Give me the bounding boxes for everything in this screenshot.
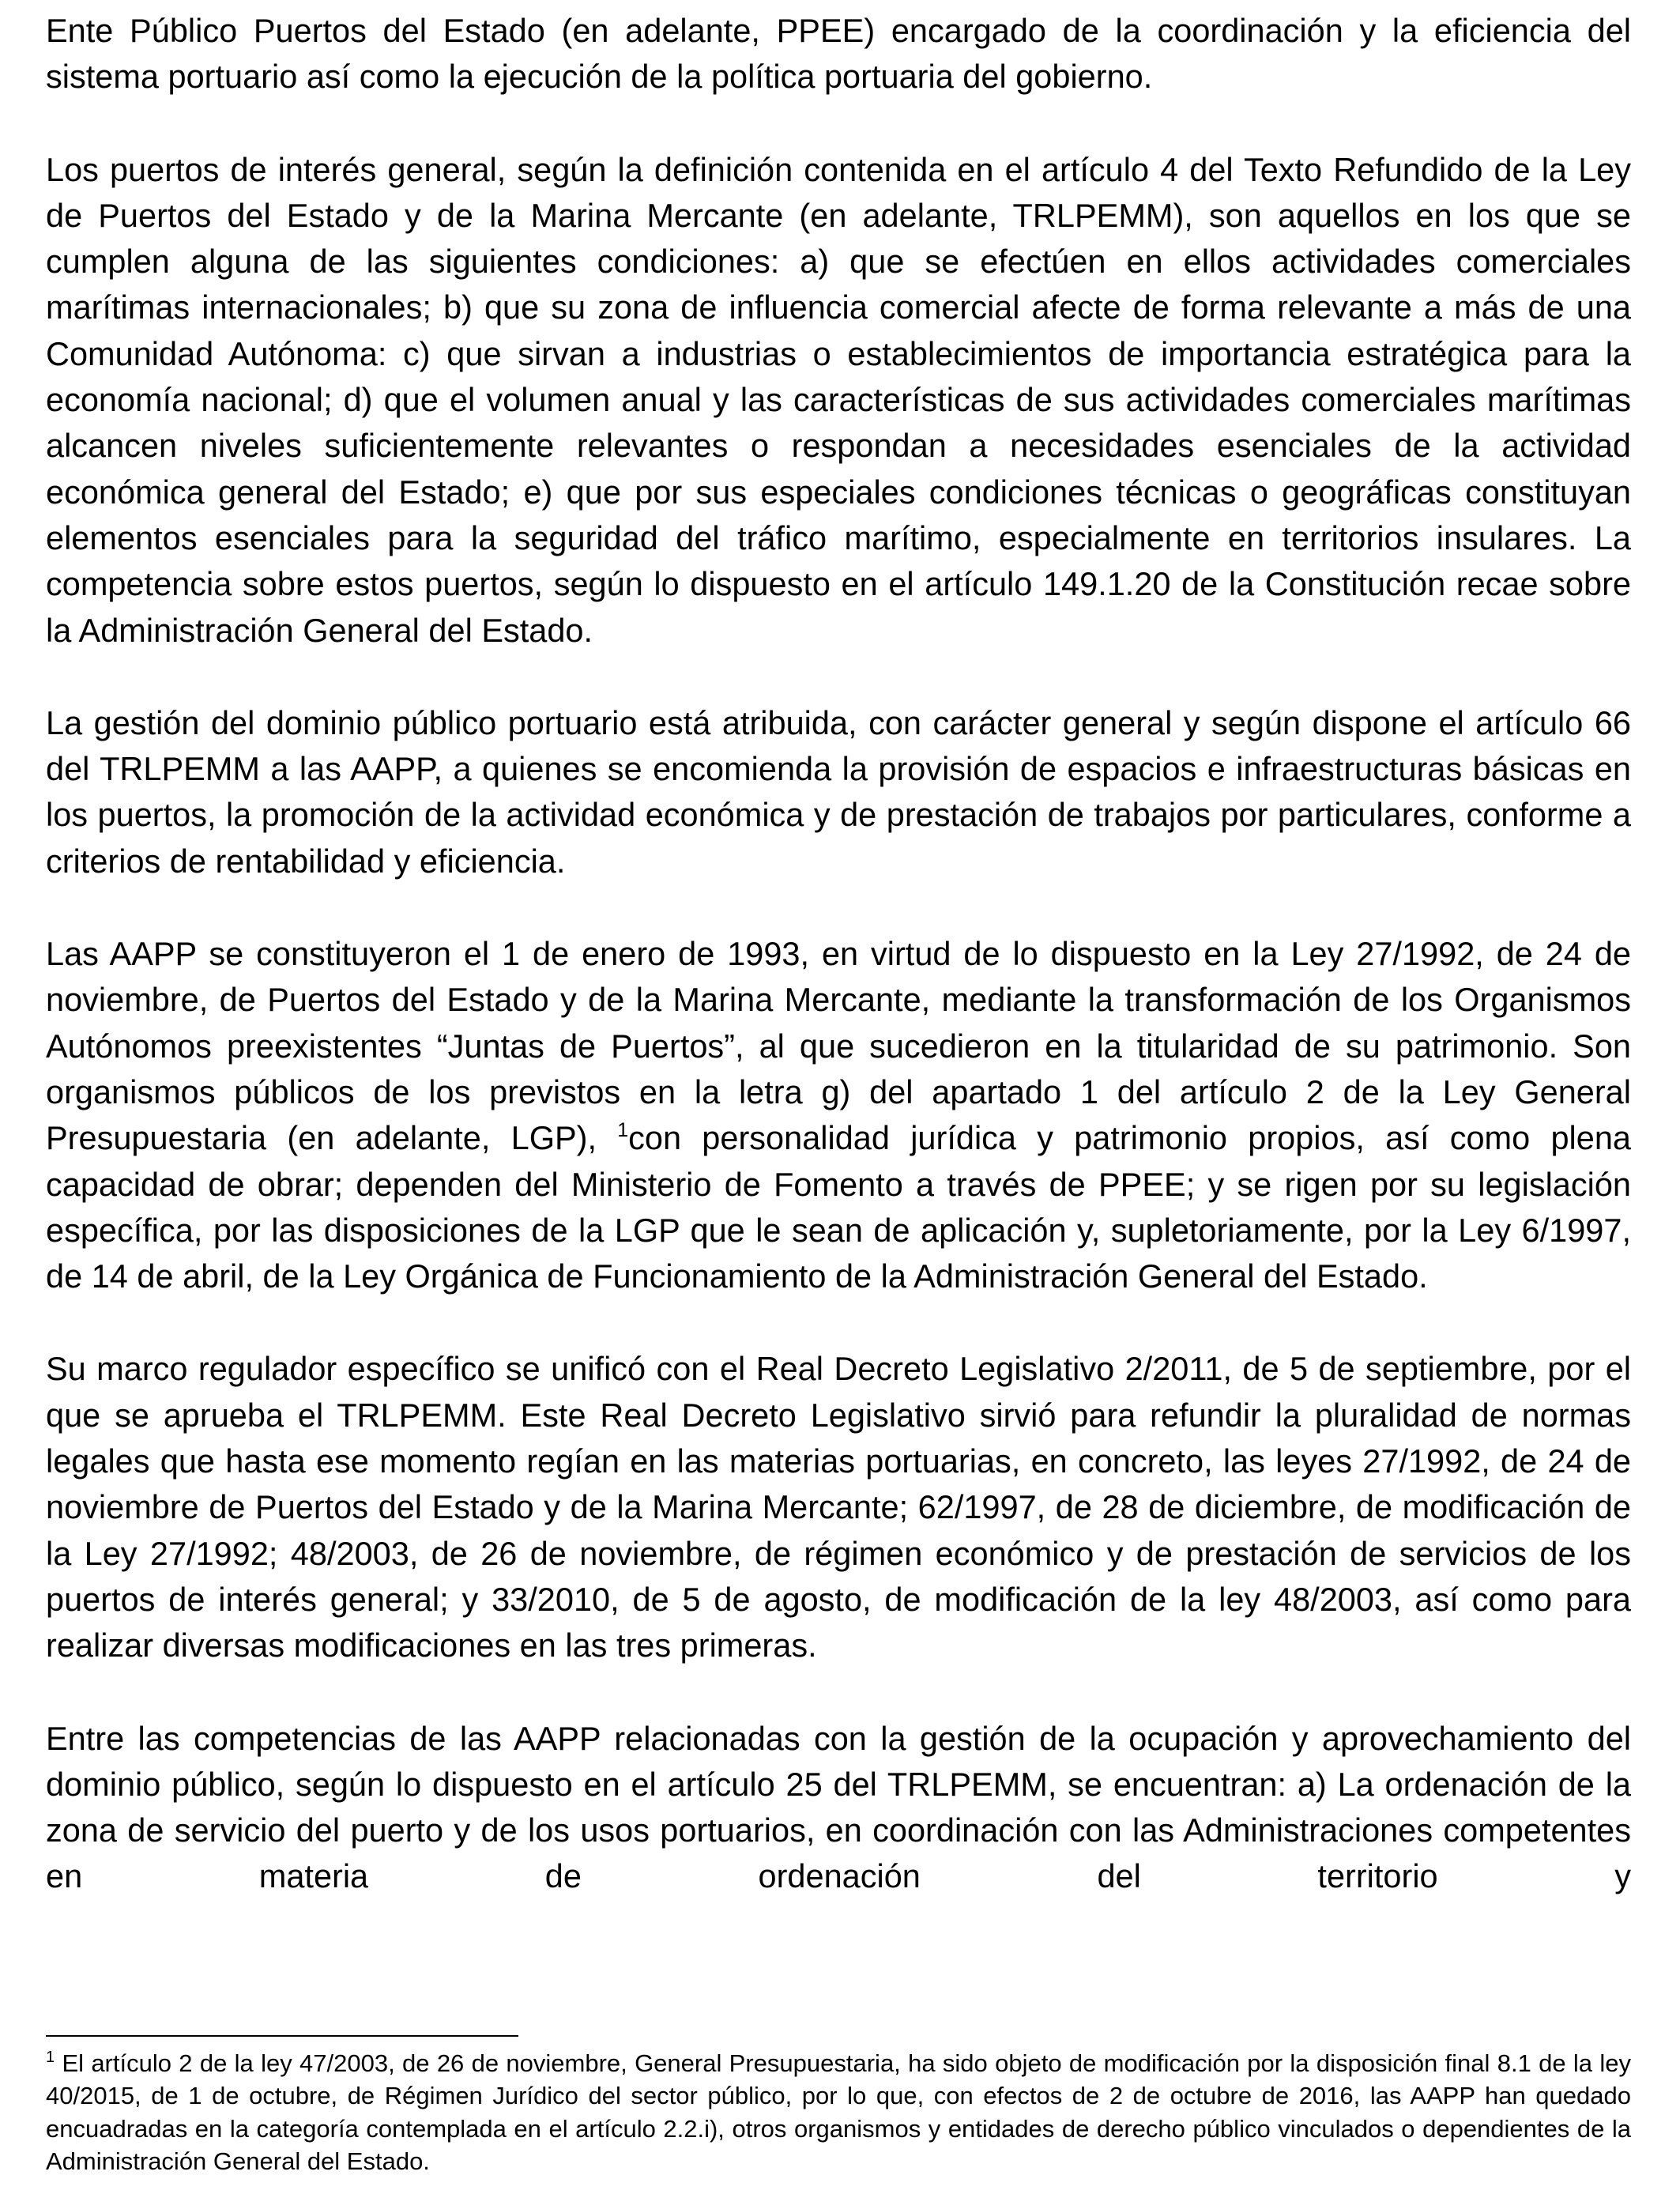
paragraph-marco-regulador: Su marco regulador específico se unificó con el Real Decreto Legislativo 2/2011, de 5 de septiembre, por el que se aprueba el TRLPEMM. Este Real Decreto Legislativo sirvió para refundir la pluralidad de normas legales que hasta ese momento regían en las materias portuarias, en concreto, las leyes 27/1992, de 24 de noviembre de Puertos del Estado y de la Marina Mercante; 62/1997, de 28 de diciembre, de modificación de la Ley 27/1992; 48/2003, de 26 de noviembre, de régimen económico y de prestación de servicios de los puertos de interés general; y 33/2010, de 5 de agosto, de modificación de la ley 48/2003, así como para realizar diversas modificaciones en las tres primeras. — [46, 1350, 1631, 1664]
paragraph-ppee: Ente Público Puertos del Estado (en adelante, PPEE) encargado de la coordinación y la eficiencia del sistema portuario así como la ejecución de la política portuaria del gobierno. — [46, 12, 1631, 96]
paragraph-text-before-ref: Las AAPP se constituyeron el 1 de enero de 1993, en virtud de lo dispuesto en la Ley 27/1992, de 24 de noviembre, de Puertos del Estado y de la Marina Mercante, mediante la transformación de los Organismos Autónomos preexistentes “Juntas de Puertos”, al que sucedieron en la titularidad de su patrimonio. Son organismos públicos de los previstos en la letra g) del apartado 1 del artículo 2 de la Ley General Presupuestaria (en adelante, LGP), — [46, 935, 1631, 1157]
document-body — [46, 8, 1631, 1900]
footnote-text: El artículo 2 de la ley 47/2003, de 26 de noviembre, General Presupuestaria, ha sido objeto de modificación por la disposición final 8.1 de la ley 40/2015, de 1 de octubre, de Régimen Jurídico del sector público, por lo que, con efectos de 2 de octubre de 2016, las AAPP han quedado encuadradas en la categoría contemplada en el artículo 2.2.i), otros organismos y entidades de derecho público vinculados o dependientes de la Administración General del Estado. — [46, 2049, 1631, 2176]
footnote-marker: 1 — [46, 2049, 55, 2066]
paragraph-constitucion-aapp — [46, 931, 1631, 1299]
footnote-separator — [46, 2035, 518, 2037]
footnote — [46, 2047, 1631, 2178]
paragraph-text-after-ref: con personalidad jurídica y patrimonio propios, así como plena capacidad de obrar; dependen del Ministerio de Fomento a través de PPEE; y se rigen por su legislación específica, por las disposiciones de la LGP que le sean de aplicación y, supletoriamente, por la Ley 6/1997, de 14 de abril, de la Ley Orgánica de Funcionamiento de la Administración General del Estado. — [46, 1119, 1631, 1295]
footnote-reference: 1 — [617, 1119, 629, 1142]
paragraph-gestion-dominio-publico: La gestión del dominio público portuario está atribuida, con carácter general y según dispone el artículo 66 del TRLPEMM a las AAPP, a quienes se encomienda la provisión de espacios e infraestructuras básicas en los puertos, la promoción de la actividad económica y de prestación de trabajos por particulares, conforme a criterios de rentabilidad y eficiencia. — [46, 703, 1631, 880]
paragraph-competencias-aapp: Entre las competencias de las AAPP relacionadas con la gestión de la ocupación y aprovechamiento del dominio público, según lo dispuesto en el artículo 25 del TRLPEMM, se encuentran: a) La ordenación de la zona de servicio del puerto y de los usos portuarios, en coordinación con las Administraciones competentes en materia de ordenación del territorio y — [46, 1719, 1631, 1895]
paragraph-puertos-interes-general: Los puertos de interés general, según la definición contenida en el artículo 4 del Texto Refundido de la Ley de Puertos del Estado y de la Marina Mercante (en adelante, TRLPEMM), son aquellos en los que se cumplen alguna de las siguientes condiciones: a) que se efectúen en ellos actividades comerciales marítimas internacionales; b) que su zona de influencia comercial afecte de forma relevante a más de una Comunidad Autónoma: c) que sirvan a industrias o establecimientos de importancia estratégica para la economía nacional; d) que el volumen anual y las características de sus actividades comerciales marítimas alcancen niveles suficientemente relevantes o respondan a necesidades esenciales de la actividad económica general del Estado; e) que por sus especiales condiciones técnicas o geográficas constituyan elementos esenciales para la seguridad del tráfico marítimo, especialmente en territorios insulares. La competencia sobre estos puertos, según lo dispuesto en el artículo 149.1.20 de la Constitución recae sobre la Administración General del Estado. — [46, 150, 1631, 649]
